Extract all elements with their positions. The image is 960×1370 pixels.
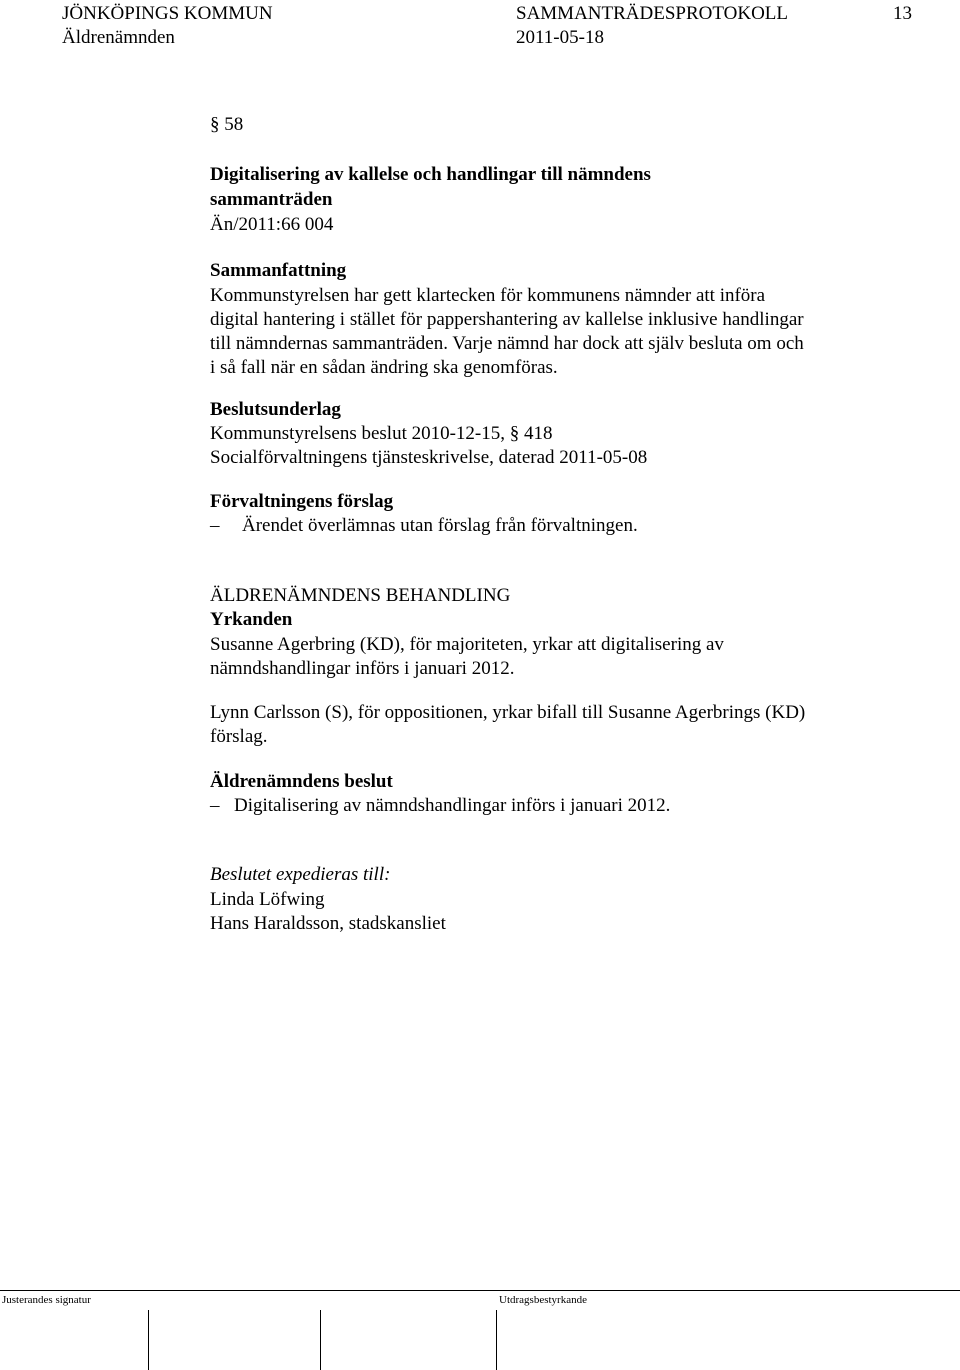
item-title-line-2: sammanträden (210, 189, 333, 210)
signature-box-divider (148, 1310, 149, 1370)
distribution-recipient: Linda Löfwing (210, 889, 325, 910)
decision-bullet: – (210, 795, 220, 816)
proposal-item: Ärendet överlämnas utan förslag från förvaltningen. (242, 515, 638, 536)
signature-box-divider (320, 1310, 321, 1370)
document-type: SAMMANTRÄDESPROTOKOLL (516, 3, 789, 24)
item-title-line-1: Digitalisering av kallelse och handlingar till nämndens (210, 164, 651, 185)
motion-line: förslag. (210, 726, 268, 747)
page-number: 13 (893, 3, 912, 24)
motion-line: Lynn Carlsson (S), för oppositionen, yrkar bifall till Susanne Agerbrings (KD) (210, 702, 806, 723)
extract-certification-label: Utdragsbestyrkande (499, 1294, 587, 1306)
footer-divider (0, 1290, 960, 1291)
decision-item: Digitalisering av nämndshandlingar införs i januari 2012. (234, 795, 671, 816)
motions-heading: Yrkanden (210, 609, 293, 630)
motion-line: Susanne Agerbring (KD), för majoriteten, yrkar att digitalisering av (210, 634, 724, 655)
treatment-heading: ÄLDRENÄMNDENS BEHANDLING (210, 585, 511, 606)
summary-line: Kommunstyrelsen har gett klartecken för kommunens nämnder att införa (210, 285, 766, 306)
summary-line: i så fall när en sådan ändring ska genomföras. (210, 357, 558, 378)
signature-box-divider (496, 1310, 497, 1370)
summary-heading: Sammanfattning (210, 260, 347, 281)
summary-line: digital hantering i stället för pappershantering av kallelse inklusive handlingar (210, 309, 804, 330)
paragraph-number: § 58 (210, 114, 244, 135)
summary-line: till nämndernas sammanträden. Varje nämnd har dock att själv besluta om och (210, 333, 804, 354)
distribution-heading: Beslutet expedieras till: (210, 864, 391, 885)
signature-label: Justerandes signatur (2, 1294, 91, 1306)
committee-name: Äldrenämnden (62, 27, 175, 48)
basis-heading: Beslutsunderlag (210, 399, 341, 420)
meeting-date: 2011-05-18 (516, 27, 604, 48)
basis-line: Kommunstyrelsens beslut 2010-12-15, § 418 (210, 423, 553, 444)
proposal-heading: Förvaltningens förslag (210, 491, 394, 512)
decision-heading: Äldrenämndens beslut (210, 771, 393, 792)
proposal-bullet: – (210, 515, 220, 536)
motion-line: nämndshandlingar införs i januari 2012. (210, 658, 515, 679)
case-number: Än/2011:66 004 (210, 214, 334, 235)
basis-line: Socialförvaltningens tjänsteskrivelse, daterad 2011-05-08 (210, 447, 648, 468)
municipality-name: JÖNKÖPINGS KOMMUN (62, 3, 273, 24)
distribution-recipient: Hans Haraldsson, stadskansliet (210, 913, 446, 934)
